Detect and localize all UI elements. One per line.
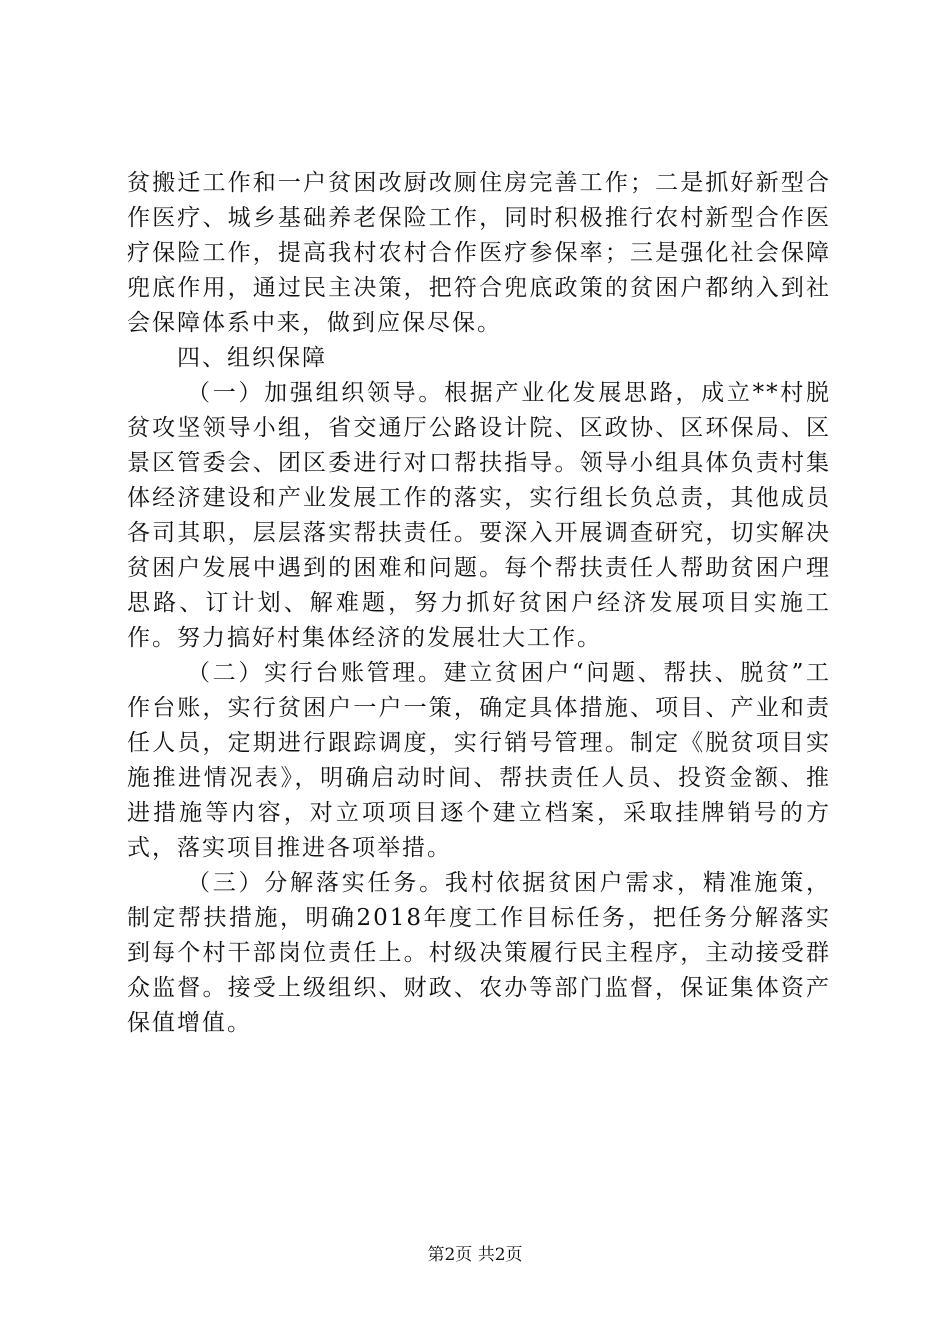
paragraph-task-breakdown: （三）分解落实任务。我村依据贫困户需求，精准施策，制定帮扶措施，明确2018年度工作目标任务，把任务分解落实到每个村干部岗位责任上。村级决策履行民主程序，主动接受群众监督。接受上级组织、财政、农办等部门监督，保证集体资产保值增值。 (127, 870, 831, 1036)
paragraph-ledger-management: （二）实行台账管理。建立贫困户“问题、帮扶、脱贫”工作台账，实行贫困户一户一策，确定具体措施、项目、产业和责任人员，定期进行跟踪调度，实行销号管理。制定《脱贫项目实施推进情况表》，明确启动时间、帮扶责任人员、投资金额、推进措施等内容，对立项项目逐个建立档案，采取挂牌销号的方式，落实项目推进各项举措。 (127, 660, 831, 861)
section-heading-organization: 四、组织保障 (177, 345, 327, 371)
paragraph-social-security: 贫搬迁工作和一户贫困改厨改厕住房完善工作；二是抓好新型合作医疗、城乡基础养老保险工作，同时积极推行农村新型合作医疗保险工作，提高我村农村合作医疗参保率；三是强化社会保障兜底作用，通过民主决策，把符合兜底政策的贫困户都纳入到社会保障体系中来，做到应保尽保。 (127, 170, 831, 336)
document-body (127, 166, 831, 1041)
page-footer: 第2页 共2页 (427, 1245, 523, 1265)
paragraph-leadership: （一）加强组织领导。根据产业化发展思路，成立**村脱贫攻坚领导小组，省交通厅公路设计院、区政协、区环保局、区景区管委会、团区委进行对口帮扶指导。领导小组具体负责村集体经济建设和产业发展工作的落实，实行组长负总责，其他成员各司其职，层层落实帮扶责任。要深入开展调查研究，切实解决贫困户发展中遇到的困难和问题。每个帮扶责任人帮助贫困户理思路、订计划、解难题，努力抓好贫困户经济发展项目实施工作。努力搞好村集体经济的发展壮大工作。 (127, 380, 831, 651)
